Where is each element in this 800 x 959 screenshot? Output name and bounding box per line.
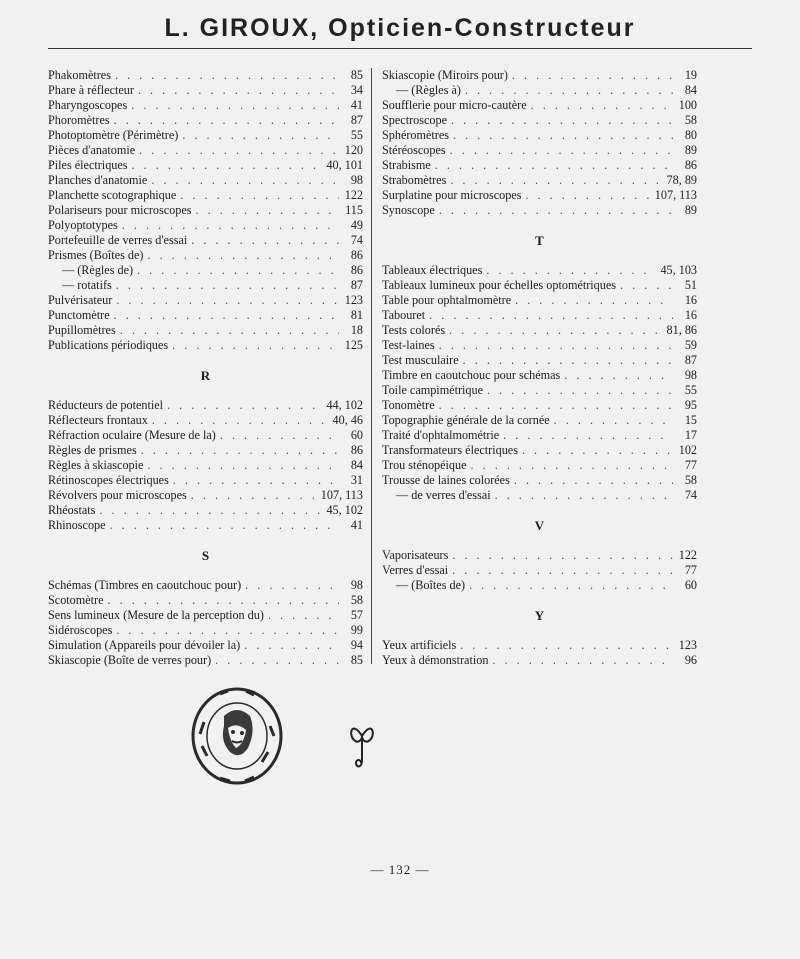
entry-page: 60 (350, 428, 363, 442)
section-letter: V (534, 518, 545, 533)
entry-name: Test-laines (382, 338, 435, 352)
entry-name: Pièces d'anatomie (48, 143, 136, 157)
leader-dots (487, 383, 673, 398)
leader-dots (139, 143, 339, 158)
leader-dots (191, 488, 317, 503)
index-entry (48, 308, 363, 323)
leader-dots (116, 278, 339, 293)
leader-dots (268, 608, 339, 623)
leader-dots (514, 473, 673, 488)
index-entry (382, 638, 697, 653)
entry-page: 77 (684, 563, 697, 577)
leader-dots (244, 638, 339, 653)
index-entry (48, 413, 363, 428)
header-rule (48, 48, 752, 49)
entry-name: Simulation (Appareils pour dévoiler la) (48, 638, 241, 652)
entry-page: 80 (684, 128, 697, 142)
entry-page: 95 (684, 398, 697, 412)
leader-dots (122, 218, 339, 233)
index-entry (382, 413, 697, 428)
entry-name: Timbre en caoutchouc pour schémas (382, 368, 561, 382)
entry-page: 16 (684, 308, 697, 322)
index-entry (48, 278, 363, 293)
entry-page: 15 (684, 413, 697, 427)
index-entry (382, 578, 697, 593)
index-entry (48, 653, 363, 668)
leader-dots (452, 563, 673, 578)
leader-dots (495, 488, 673, 503)
entry-name: Trou sténopéique (382, 458, 467, 472)
entry-page: 59 (684, 338, 697, 352)
entry-name: Tableaux électriques (382, 263, 483, 277)
leader-dots (564, 368, 673, 383)
entry-page: 100 (678, 98, 697, 112)
entry-name: Strabomètres (382, 173, 447, 187)
entry-name: Pulvérisateur (48, 293, 113, 307)
entry-name: Publications périodiques (48, 338, 169, 352)
entry-page: 86 (350, 263, 363, 277)
entry-page: 40, 46 (332, 413, 363, 427)
entry-page: 99 (350, 623, 363, 637)
entry-name: Skiascopie (Boîte de verres pour) (48, 653, 212, 667)
index-entry (48, 143, 363, 158)
column-divider (371, 68, 372, 664)
entry-name: Planches d'anatomie (48, 173, 148, 187)
index-entry (382, 158, 697, 173)
entry-name: Surplatine pour microscopes (382, 188, 522, 202)
leader-dots (173, 473, 339, 488)
index-entry (48, 578, 363, 593)
index-entry (48, 188, 363, 203)
entry-page: 45, 102 (326, 503, 363, 517)
index-entry (382, 68, 697, 83)
leader-dots (182, 128, 339, 143)
leader-dots (220, 428, 339, 443)
entry-page: 49 (350, 218, 363, 232)
index-entry (48, 233, 363, 248)
leader-dots (512, 68, 673, 83)
entry-name: Vaporisateurs (382, 548, 449, 562)
entry-page: 86 (350, 248, 363, 262)
leader-dots (439, 398, 673, 413)
entry-name: Spectroscope (382, 113, 447, 127)
index-entry (48, 428, 363, 443)
index-entry (382, 143, 697, 158)
index-entry (382, 128, 697, 143)
entry-name: Réfraction oculaire (Mesure de la) (48, 428, 216, 442)
entry-name: — de verres d'essai (396, 488, 491, 502)
entry-name: Phoromètres (48, 113, 110, 127)
entry-name: Traité d'ophtalmométrie (382, 428, 500, 442)
index-entry (48, 113, 363, 128)
index-entry (382, 83, 697, 98)
entry-name: Table pour ophtalmomètre (382, 293, 512, 307)
index-entry (382, 203, 697, 218)
index-entry (382, 548, 697, 563)
index-entry (382, 323, 697, 338)
leader-dots (451, 113, 673, 128)
entry-page: 98 (350, 578, 363, 592)
section-letter: S (201, 548, 210, 563)
leader-dots (147, 248, 339, 263)
index-entry (382, 113, 697, 128)
entry-page: 94 (350, 638, 363, 652)
index-entry (382, 308, 697, 323)
entry-page: 107, 113 (654, 188, 697, 202)
leader-dots (141, 443, 339, 458)
spacer (382, 533, 697, 548)
index-entry (382, 458, 697, 473)
entry-name: Rhinoscope (48, 518, 106, 532)
entry-name: Verres d'essai (382, 563, 449, 577)
entry-name: Punctomètre (48, 308, 110, 322)
entry-page: 19 (684, 68, 697, 82)
entry-page: 57 (350, 608, 363, 622)
entry-name: Portefeuille de verres d'essai (48, 233, 188, 247)
entry-page: 107, 113 (320, 488, 363, 502)
spacer (48, 533, 363, 548)
index-entry (382, 338, 697, 353)
leader-dots (620, 278, 673, 293)
leader-dots (450, 143, 673, 158)
entry-page: 85 (350, 68, 363, 82)
leader-dots (435, 158, 673, 173)
entry-page: 31 (350, 473, 363, 487)
entry-name: Soufflerie pour micro-cautère (382, 98, 527, 112)
leader-dots (554, 413, 673, 428)
entry-page: 55 (350, 128, 363, 142)
entry-page: 74 (684, 488, 697, 502)
index-entry (382, 353, 697, 368)
leader-dots (531, 98, 673, 113)
page-header (48, 14, 752, 43)
index-entry (382, 653, 697, 668)
entry-name: Piles électriques (48, 158, 128, 172)
entry-page: 41 (350, 518, 363, 532)
entry-name: Stéréoscopes (382, 143, 446, 157)
spacer (48, 383, 363, 398)
entry-name: Tonomètre (382, 398, 435, 412)
index-entry (48, 458, 363, 473)
index-entry (48, 623, 363, 638)
leader-dots (172, 338, 339, 353)
entry-name: Yeux à démonstration (382, 653, 489, 667)
leader-dots (138, 83, 339, 98)
entry-page: 89 (684, 203, 697, 217)
section-letter: Y (534, 608, 545, 623)
spacer (48, 353, 363, 368)
leader-dots (460, 638, 673, 653)
entry-name: — (Règles à) (396, 83, 461, 97)
leader-dots (503, 428, 673, 443)
entry-page: 86 (350, 443, 363, 457)
index-entry (48, 218, 363, 233)
entry-name: Révolvers pour microscopes (48, 488, 187, 502)
entry-name: Yeux artificiels (382, 638, 457, 652)
index-entry (382, 443, 697, 458)
entry-name: Tableaux lumineux pour échelles optométriques (382, 278, 617, 292)
index-column-right (382, 68, 697, 668)
entry-page: 84 (684, 83, 697, 97)
leader-dots (151, 173, 339, 188)
spacer (382, 623, 697, 638)
leader-dots (110, 518, 339, 533)
leader-dots (492, 653, 673, 668)
entry-page: 58 (350, 593, 363, 607)
leader-dots (137, 263, 339, 278)
index-entry (382, 563, 697, 578)
entry-name: — (Boîtes de) (396, 578, 466, 592)
leader-dots (191, 233, 339, 248)
spacer (382, 248, 697, 263)
entry-name: Tabouret (382, 308, 426, 322)
leader-dots (147, 458, 339, 473)
leader-dots (449, 323, 662, 338)
leader-dots (465, 83, 673, 98)
entry-page: 86 (684, 158, 697, 172)
entry-name: Phakomètres (48, 68, 111, 82)
index-entry (382, 383, 697, 398)
leader-dots (469, 578, 673, 593)
index-entry (48, 203, 363, 218)
index-entry (382, 278, 697, 293)
index-entry (48, 68, 363, 83)
entry-page: 122 (344, 188, 363, 202)
leader-dots (245, 578, 339, 593)
page-title: L. GIROUX, Opticien-Constructeur (164, 14, 636, 42)
entry-page: 122 (678, 548, 697, 562)
leader-dots (463, 353, 673, 368)
entry-page: 89 (684, 143, 697, 157)
index-entry (48, 263, 363, 278)
entry-page: 81 (350, 308, 363, 322)
page-number: — 132 — (370, 862, 430, 877)
entry-page: 123 (678, 638, 697, 652)
index-entry (48, 593, 363, 608)
entry-name: Règles à skiascopie (48, 458, 144, 472)
index-entry (48, 518, 363, 533)
leader-dots (525, 188, 650, 203)
leader-dots (215, 653, 339, 668)
entry-page: 55 (684, 383, 697, 397)
index-entry (48, 128, 363, 143)
entry-name: Topographie générale de la cornée (382, 413, 550, 427)
entry-page: 102 (678, 443, 697, 457)
leader-dots (450, 173, 662, 188)
entry-page: 58 (684, 473, 697, 487)
leader-dots (115, 68, 339, 83)
entry-page: 115 (345, 203, 363, 217)
library-stamp (190, 686, 284, 786)
entry-page: 60 (684, 578, 697, 592)
index-entry (382, 173, 697, 188)
index-entry (48, 248, 363, 263)
index-entry (48, 473, 363, 488)
entry-page: 85 (350, 653, 363, 667)
entry-name: Réducteurs de potentiel (48, 398, 164, 412)
entry-page: 98 (684, 368, 697, 382)
entry-name: Pupillomètres (48, 323, 116, 337)
entry-name: Strabisme (382, 158, 431, 172)
leader-dots (120, 323, 339, 338)
entry-page: 74 (350, 233, 363, 247)
entry-name: Schémas (Timbres en caoutchouc pour) (48, 578, 242, 592)
index-entry (48, 323, 363, 338)
index-entry (48, 98, 363, 113)
leader-dots (486, 263, 656, 278)
entry-name: — rotatifs (62, 278, 112, 292)
index-entry (382, 488, 697, 503)
entry-name: Trousse de laines colorées (382, 473, 510, 487)
leader-dots (114, 113, 339, 128)
entry-name: Pharyngoscopes (48, 98, 128, 112)
entry-name: Scotomètre (48, 593, 104, 607)
entry-page: 87 (350, 278, 363, 292)
entry-page: 77 (684, 458, 697, 472)
entry-name: Planchette scotographique (48, 188, 177, 202)
spacer (382, 593, 697, 608)
leader-dots (114, 308, 339, 323)
index-entry (382, 293, 697, 308)
entry-name: Sphéromètres (382, 128, 450, 142)
leader-dots (132, 158, 323, 173)
spacer (382, 218, 697, 233)
entry-page: 51 (684, 278, 697, 292)
index-entry (382, 188, 697, 203)
index-entry (48, 338, 363, 353)
index-entry (48, 158, 363, 173)
leader-dots (453, 128, 673, 143)
section-letter: R (200, 368, 211, 383)
entry-name: Photoptomètre (Périmètre) (48, 128, 179, 142)
entry-name: Prismes (Boîtes de) (48, 248, 144, 262)
index-entry (382, 473, 697, 488)
entry-page: 58 (684, 113, 697, 127)
leader-dots (152, 413, 329, 428)
entry-name: Polyoptotypes (48, 218, 118, 232)
index-entry (382, 368, 697, 383)
leader-dots (439, 203, 673, 218)
leader-dots (116, 293, 339, 308)
entry-page: 87 (350, 113, 363, 127)
index-entry (382, 98, 697, 113)
entry-page: 41 (350, 98, 363, 112)
leader-dots (131, 98, 339, 113)
index-entry (48, 443, 363, 458)
entry-page: 98 (350, 173, 363, 187)
section-letter: T (535, 233, 544, 248)
index-entry (48, 398, 363, 413)
leader-dots (180, 188, 339, 203)
index-entry (382, 398, 697, 413)
entry-name: Polariseurs pour microscopes (48, 203, 192, 217)
leader-dots (167, 398, 322, 413)
index-entry (48, 503, 363, 518)
entry-page: 123 (344, 293, 363, 307)
entry-name: Toile campimétrique (382, 383, 484, 397)
spacer (382, 503, 697, 518)
leader-dots (515, 293, 673, 308)
entry-page: 34 (350, 83, 363, 97)
index-entry (48, 488, 363, 503)
entry-name: Synoscope (382, 203, 435, 217)
entry-page: 125 (344, 338, 363, 352)
index-entry (48, 638, 363, 653)
leader-dots (108, 593, 339, 608)
entry-name: Phare à réflecteur (48, 83, 134, 97)
entry-page: 40, 101 (326, 158, 363, 172)
entry-page: 16 (684, 293, 697, 307)
index-entry (382, 428, 697, 443)
leader-dots (429, 308, 673, 323)
entry-page: 17 (684, 428, 697, 442)
index-entry (48, 608, 363, 623)
entry-name: Test musculaire (382, 353, 459, 367)
leader-dots (439, 338, 673, 353)
leader-dots (522, 443, 673, 458)
entry-name: Règles de prismes (48, 443, 137, 457)
leader-dots (452, 548, 673, 563)
entry-page: 81, 86 (666, 323, 697, 337)
entry-name: Tests colorés (382, 323, 446, 337)
index-column-left (48, 68, 363, 668)
entry-name: Réflecteurs frontaux (48, 413, 148, 427)
entry-page: 120 (344, 143, 363, 157)
entry-name: Rhéostats (48, 503, 96, 517)
entry-name: Sens lumineux (Mesure de la perception du) (48, 608, 264, 622)
entry-name: Skiascopie (Miroirs pour) (382, 68, 508, 82)
entry-page: 45, 103 (660, 263, 697, 277)
entry-name: — (Règles de) (62, 263, 134, 277)
ornament-icon (348, 716, 376, 774)
spacer (48, 563, 363, 578)
leader-dots (116, 623, 339, 638)
entry-page: 78, 89 (666, 173, 697, 187)
entry-page: 96 (684, 653, 697, 667)
leader-dots (196, 203, 339, 218)
index-entry (48, 83, 363, 98)
index-entry (48, 173, 363, 188)
entry-page: 44, 102 (326, 398, 363, 412)
entry-name: Transformateurs électriques (382, 443, 518, 457)
index-entry (382, 263, 697, 278)
leader-dots (99, 503, 322, 518)
entry-page: 87 (684, 353, 697, 367)
entry-page: 84 (350, 458, 363, 472)
index-entry (48, 293, 363, 308)
entry-page: 18 (350, 323, 363, 337)
leader-dots (471, 458, 673, 473)
entry-name: Rétinoscopes électriques (48, 473, 169, 487)
entry-name: Sidéroscopes (48, 623, 113, 637)
